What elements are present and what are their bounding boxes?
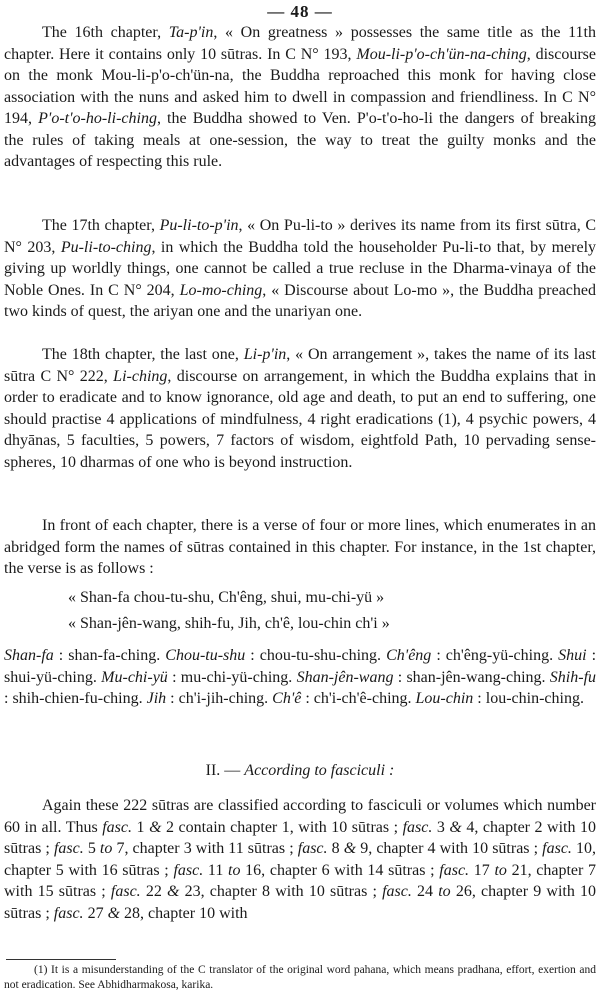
page-number: — 48 — [267,2,333,21]
paragraph-verse-intro: In front of each chapter, there is a verse of four or more lines, which enumerates in an abridged form the names of sūtras contained in this chapter. For instance, in the 1st chapter, the verse is as follows : [4,517,596,577]
paragraph-chapter-16: The 16th chapter, Ta-p'in, « On greatness » possesses the same title as the 11th chapter. Here it contains only 10 sūtras. In C N° 193, Mou-li-p'o-ch'ün-na-ching, discourse on the monk Mou-li-p'o-ch'ün-na, the Buddha reproached this monk for having close association with the nuns and asked him to dwell in compassion and friendliness. In C N° 194, P'o-t'o-ho-li-ching, the Buddha showed to Ven. P'o-t'o-ho-li the dangers of breaking the rules of taking meals at one-session, the way to treat the guilty monks and the advantages of respecting this rule. [4,24,597,170]
section-heading [0,762,600,780]
footnote-divider [6,959,116,960]
paragraph-chapter-17: The 17th chapter, Pu-li-to-p'in, « On Pu-li-to » derives its name from its first sūtra, C N° 203, Pu-li-to-ching, in which the Buddha told the householder Pu-li-to that, by merely giving up worldly things, one cannot be called a true recluse in the Dharma-vinaya of the Noble Ones. In C N° 204, Lo-mo-ching, « Discourse about Lo-mo », the Buddha preached two kinds of quest, the ariyan one and the unariyan one. [4,217,597,320]
section-title: According to fasciculi : [244,762,395,779]
section-number: II. — [205,762,241,779]
paragraph-fasciculi: Again these 222 sūtras are classified according to fasciculi or volumes which number 60 in all. Thus fasc. 1 & 2 contain chapter 1, with 10 sūtras ; fasc. 3 & 4, chapter 2 with 10 sūtras ; fasc. 5 to 7, chapter 3 with 11 sūtras ; fasc. 8 & 9, chapter 4 with 10 sūtras ; fasc. 10, chapter 5 with 16 sūtras ; fasc. 11 to 16, chapter 6 with 14 sūtras ; fasc. 17 to 21, chapter 7 with 15 sūtras ; fasc. 22 & 23, chapter 8 with 10 sūtras ; fasc. 24 to 26, chapter 9 with 10 sūtras ; fasc. 27 & 28, chapter 10 with [4,797,597,922]
verse-line-2: « Shan-jên-wang, shih-fu, Jih, ch'ê, lou-chin ch'i » [68,615,390,632]
verse-line-1: « Shan-fa chou-tu-shu, Ch'êng, shui, mu-chi-yü » [68,589,385,606]
paragraph-chapter-18: The 18th chapter, the last one, Li-p'in, « On arrangement », takes the name of its last sūtra C N° 222, Li-ching, discourse on arrangement, in which the Buddha explains that in order to eradicate and to know ignorance, old age and death, to put an end to suffering, one should practise 4 applications of mindfulness, 4 right eradications (1), 4 psychic powers, 4 dhyānas, 5 faculties, 5 powers, 7 factors of wisdom, eightfold Path, 10 pervading sense-spheres, 10 dharmas of one who is beyond instruction. [4,346,596,471]
footnote: (1) It is a misunderstanding of the C translator of the original word pahana, which means pradhana, effort, exertion and not eradication. See Abhidharmakosa, karika. [4,964,596,991]
paragraph-verse-glossary: Shan-fa : shan-fa-ching. Chou-tu-shu : chou-tu-shu-ching. Ch'êng : ch'êng-yü-ching. Shui : shui-yü-ching. Mu-chi-yü : mu-chi-yü-ching. Shan-jên-wang : shan-jên-wang-ching. Shih-fu : shih-chien-fu-ching. Jih : ch'i-jih-ching. Ch'ê : ch'i-ch'ê-ching. Lou-chin : lou-chin-ching. [4,647,597,707]
